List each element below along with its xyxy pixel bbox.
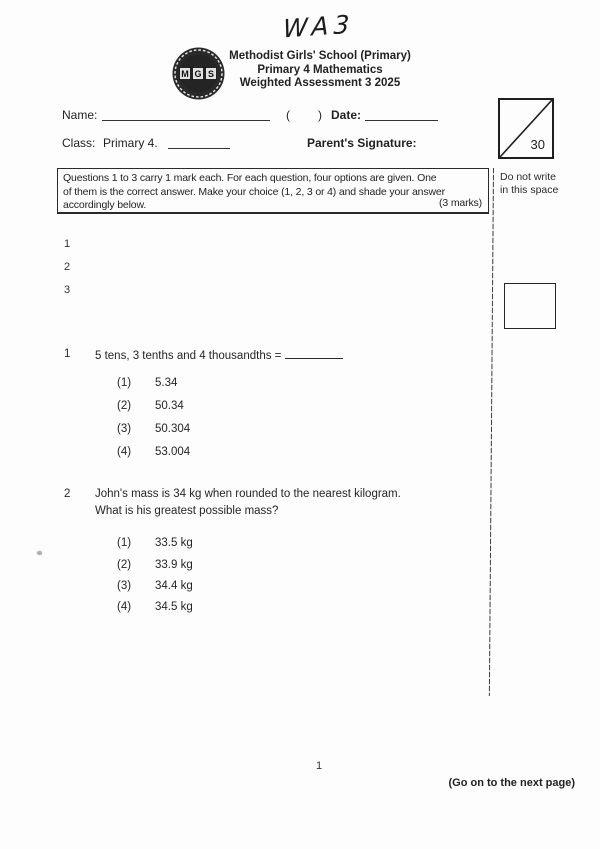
option-label: (1): [117, 377, 132, 389]
register-paren-close: ): [318, 108, 322, 122]
option-label: (2): [117, 559, 132, 571]
class-blank-line: [168, 136, 230, 149]
option-label: (3): [117, 580, 132, 592]
page-number: 1: [316, 760, 323, 772]
logo-letter-s: S: [207, 69, 215, 79]
continue-note: (Go on to the next page): [448, 777, 575, 789]
handwritten-assessment-label: WA3: [282, 9, 355, 44]
option-value: 50.34: [155, 400, 184, 412]
paper-assessment-title: Weighted Assessment 3 2025: [239, 77, 401, 89]
option-value: 33.9 kg: [155, 559, 193, 571]
option-label: (2): [117, 400, 132, 412]
option-label: (4): [117, 446, 132, 458]
option-label: (4): [117, 601, 132, 613]
class-label: Class:: [62, 136, 96, 150]
name-blank-line: [102, 108, 270, 121]
date-blank-line: [365, 108, 438, 121]
question-1-option-3: [117, 423, 190, 435]
question-2-option-3: [117, 580, 193, 592]
answer-grid-row-3: 3: [64, 284, 71, 296]
do-not-write-line-1: Do not write: [500, 171, 557, 183]
question-1-text: 5 tens, 3 tenths and 4 thousandths =: [95, 348, 343, 362]
question-1-number: 1: [64, 348, 71, 360]
total-marks: 30: [530, 137, 545, 152]
class-value: Primary 4.: [103, 136, 158, 150]
question-1-answer-blank: [285, 348, 343, 359]
question-1-option-2: [117, 400, 184, 412]
score-box: [498, 98, 554, 159]
instructions-line-3: accordingly below.: [63, 199, 147, 211]
option-label: (1): [117, 537, 132, 549]
instructions-line-1: Questions 1 to 3 carry 1 mark each. For each question, four options are given. One: [63, 172, 437, 184]
instructions-box: [57, 168, 489, 214]
option-value: 50.304: [155, 423, 191, 435]
option-value: 34.4 kg: [155, 580, 193, 592]
question-2-text-line-2: What is his greatest possible mass?: [95, 505, 279, 517]
instructions-line-2: of them is the correct answer. Make your choice (1, 2, 3 or 4) and shade your answer: [63, 185, 445, 198]
question-2-option-2: [117, 559, 193, 571]
do-not-write-note: [500, 171, 570, 196]
option-value: 5.34: [155, 377, 178, 389]
question-2-number: 2: [64, 488, 71, 500]
logo-letter-g: G: [194, 69, 202, 79]
scan-artifact-speck: [37, 551, 42, 555]
marking-box: [504, 283, 556, 329]
school-name: Methodist Girls' School (Primary): [229, 50, 411, 62]
parent-signature-label: Parent's Signature:: [307, 136, 417, 150]
option-label: (3): [117, 423, 132, 435]
paper-header: [160, 50, 480, 91]
paper-subject: Primary 4 Mathematics: [257, 63, 383, 76]
margin-separator-line: [489, 168, 495, 696]
question-2-text-line-1: John's mass is 34 kg when rounded to the nearest kilogram.: [95, 488, 401, 500]
option-value: 53.004: [155, 446, 191, 458]
question-1-option-1: [117, 377, 177, 389]
question-2-option-4: [117, 601, 193, 613]
answer-grid-row-1: 1: [64, 238, 71, 250]
logo-letter-m: M: [181, 69, 189, 79]
date-label: Date:: [331, 108, 362, 122]
question-2-option-1: [117, 537, 193, 549]
question-1-option-4: [117, 446, 190, 458]
register-paren-open: (: [286, 108, 290, 122]
option-value: 34.5 kg: [155, 601, 193, 613]
name-label: Name:: [62, 108, 98, 122]
option-value: 33.5 kg: [155, 537, 193, 549]
do-not-write-line-2: in this space: [500, 183, 559, 196]
marks-note: (3 marks): [439, 196, 482, 209]
answer-grid-row-2: 2: [64, 261, 71, 273]
